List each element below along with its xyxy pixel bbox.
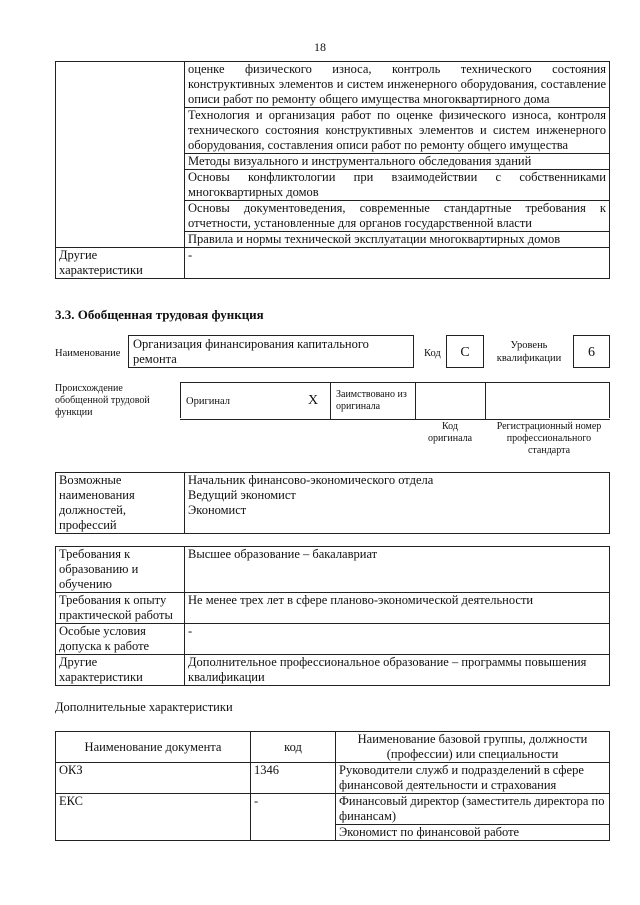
- divider: [415, 382, 416, 419]
- table-row: Правила и нормы технической эксплуатации многоквартирных домов: [185, 232, 610, 248]
- code-original-caption: Код оригинала: [427, 421, 473, 444]
- req-label: Требования к образованию и обучению: [56, 547, 185, 593]
- req-label: Другие характеристики: [56, 655, 185, 686]
- divider: [485, 382, 486, 419]
- col-header: Наименование документа: [56, 732, 251, 763]
- table-row: Технология и организация работ по оценке физического износа, контроля технического состояния конструктивных элементов и систем инженерного оборудования, составления описи работ по ремонту общего имущества: [185, 108, 610, 154]
- req-value: Высшее образование – бакалавриат: [185, 547, 610, 593]
- okz-name: Руководители служб и подразделений в сфере финансовой деятельности и страхования: [336, 763, 610, 794]
- eks-name: Финансовый директор (заместитель директора по финансам): [336, 794, 610, 825]
- position-item: Начальник финансово-экономического отдела: [188, 473, 434, 487]
- okz-code: 1346: [251, 763, 336, 794]
- col-header: Наименование базовой группы, должности (профессии) или специальности: [336, 732, 610, 763]
- position-item: Экономист: [188, 503, 247, 517]
- reg-number-caption: Регистрационный номер профессионального стандарта: [496, 421, 602, 456]
- section-title: 3.3. Обобщенная трудовая функция: [55, 307, 264, 322]
- original-label: Оригинал: [186, 396, 230, 407]
- divider: [330, 382, 331, 419]
- table-row: Основы конфликтологии при взаимодействии с собственниками многоквартирных домов: [185, 170, 610, 201]
- positions-label: Возможные наименования должностей, профессий: [56, 473, 185, 534]
- other-value: -: [185, 248, 610, 279]
- col-header: код: [251, 732, 336, 763]
- req-label: Требования к опыту практической работы: [56, 593, 185, 624]
- name-label: Наименование: [55, 348, 121, 359]
- req-label: Особые условия допуска к работе: [56, 624, 185, 655]
- page-number: 18: [314, 40, 326, 54]
- okz-doc: ОКЗ: [56, 763, 251, 794]
- eks-code: -: [251, 794, 336, 841]
- knowledge-table: [55, 61, 610, 279]
- positions-table: [55, 472, 610, 534]
- req-value: Дополнительное профессиональное образование – программы повышения квалификации: [185, 655, 610, 686]
- borrowed-label: Заимствовано из оригинала: [336, 389, 407, 412]
- function-name: Организация финансирования капитального ремонта: [128, 335, 414, 368]
- empty-label-cell: [56, 62, 185, 248]
- code-label: Код: [424, 348, 441, 359]
- origin-label: Происхождение обобщенной трудовой функции: [55, 383, 150, 418]
- requirements-table: [55, 546, 610, 686]
- table-row: Основы документоведения, современные стандартные требования к отчетности, установленные для органов государственной власти: [185, 201, 610, 232]
- additional-title: Дополнительные характеристики: [55, 700, 233, 714]
- code-value: C: [446, 335, 484, 368]
- eks-name: Экономист по финансовой работе: [336, 825, 610, 841]
- eks-doc: ЕКС: [56, 794, 251, 841]
- req-value: Не менее трех лет в сфере планово-экономической деятельности: [185, 593, 610, 624]
- original-mark: X: [308, 393, 319, 408]
- table-row: оценке физического износа, контроль технического состояния конструктивных элементов и систем инженерного оборудования, составление описи работ по ремонту общего имущества многоквартирного дома: [185, 62, 610, 108]
- position-item: Ведущий экономист: [188, 488, 296, 502]
- additional-table: [55, 731, 610, 841]
- level-label: Уровень квалификации: [496, 340, 562, 364]
- req-value: -: [185, 624, 610, 655]
- level-value: 6: [573, 335, 610, 368]
- table-row: Методы визуального и инструментального обследования зданий: [185, 154, 610, 170]
- origin-bottom-line: [180, 419, 610, 420]
- other-label: Другие характеристики: [56, 248, 185, 279]
